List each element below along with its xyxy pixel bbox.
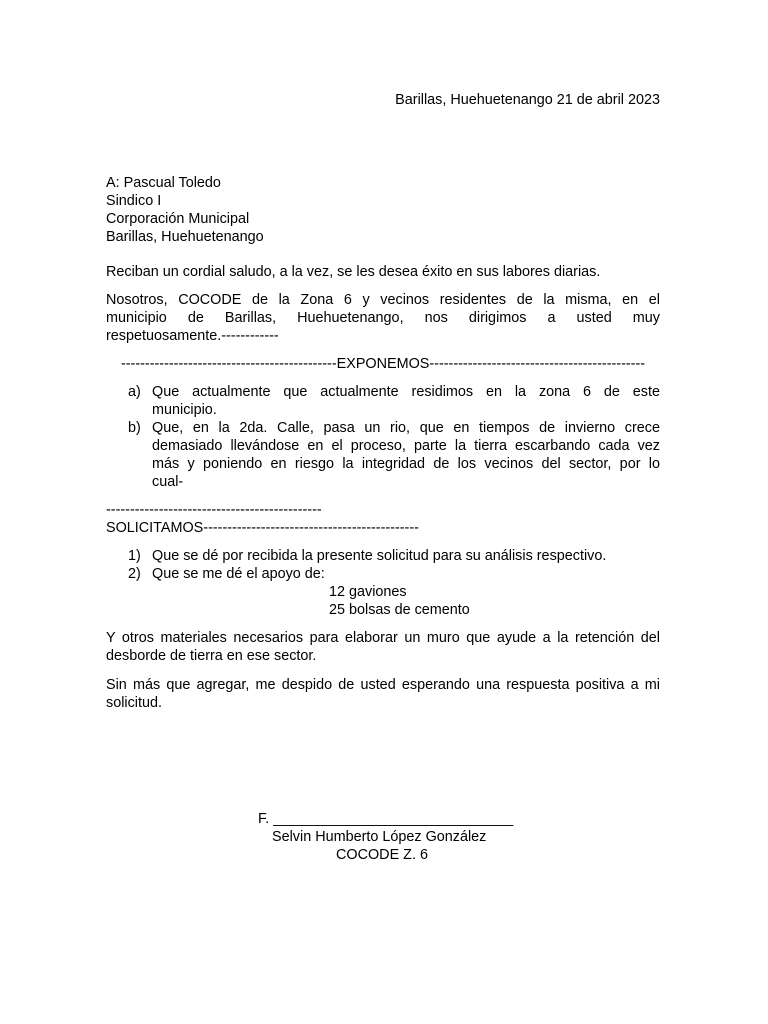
solicitamos-heading: SOLICITAMOS--------------------------------------------- <box>106 520 419 536</box>
item-2-text: Que se me dé el apoyo de: <box>152 566 325 582</box>
item-a-line-2: municipio. <box>152 402 217 418</box>
closing-paragraph <box>106 676 660 712</box>
closing-line-1: Sin más que agregar, me despido de usted esperando una respuesta positiva a mi <box>106 677 660 693</box>
item-1-text: Que se dé por recibida la presente solicitud para su análisis respectivo. <box>152 548 607 564</box>
recipient-line-2: Sindico I <box>106 193 162 209</box>
signature-line: F. ______________________________ <box>258 811 514 827</box>
other-materials-line-1: Y otros materiales necesarios para elaborar un muro que ayude a la retención del <box>106 630 660 646</box>
intro-line-3: respetuosamente.------------ <box>106 328 279 344</box>
other-materials-line-2: desborde de tierra en ese sector. <box>106 648 317 664</box>
solicitamos-item-2 <box>128 565 325 583</box>
item-b-line-2: demasiado llevándose en el proceso, parte la tierra escarbando cada vez <box>152 438 660 454</box>
item-marker: a) <box>128 384 141 400</box>
solicitamos-item-1 <box>128 547 607 565</box>
signer-name: Selvin Humberto López González <box>272 829 487 845</box>
exponemos-heading: ---------------------------------------------EXPONEMOS--------------------------------------------- <box>120 356 646 372</box>
item-marker: 1) <box>128 548 141 564</box>
item-a-line-1: Que actualmente que actualmente residimos en la zona 6 de este <box>152 384 660 400</box>
item-marker: 2) <box>128 566 141 582</box>
signer-title: COCODE Z. 6 <box>336 847 428 863</box>
item-marker: b) <box>128 420 141 436</box>
item-b-line-1: Que, en la 2da. Calle, pasa un rio, que en tiempos de invierno crece <box>152 420 660 436</box>
material-gaviones: 12 gaviones <box>329 584 407 600</box>
item-b-line-4: cual- <box>152 474 184 490</box>
exponemos-item-a <box>128 383 660 419</box>
solicitamos-dashes: --------------------------------------------- <box>106 502 322 518</box>
intro-paragraph <box>106 291 660 345</box>
greeting: Reciban un cordial saludo, a la vez, se les desea éxito en sus labores diarias. <box>106 264 601 280</box>
intro-line-1: Nosotros, COCODE de la Zona 6 y vecinos residentes de la misma, en el <box>106 292 660 308</box>
intro-line-2: municipio de Barillas, Huehuetenango, nos dirigimos a usted muy <box>106 310 660 326</box>
recipient-line-1: A: Pascual Toledo <box>106 175 221 191</box>
exponemos-item-b <box>128 419 660 491</box>
other-materials-paragraph <box>106 629 660 665</box>
recipient-line-3: Corporación Municipal <box>106 211 250 227</box>
material-cemento: 25 bolsas de cemento <box>329 602 470 618</box>
item-b-line-3: más y poniendo en riesgo la integridad de los vecinos del sector, por lo <box>152 456 660 472</box>
closing-line-2: solicitud. <box>106 695 162 711</box>
recipient-line-4: Barillas, Huehuetenango <box>106 229 264 245</box>
place-date: Barillas, Huehuetenango 21 de abril 2023 <box>395 92 660 108</box>
